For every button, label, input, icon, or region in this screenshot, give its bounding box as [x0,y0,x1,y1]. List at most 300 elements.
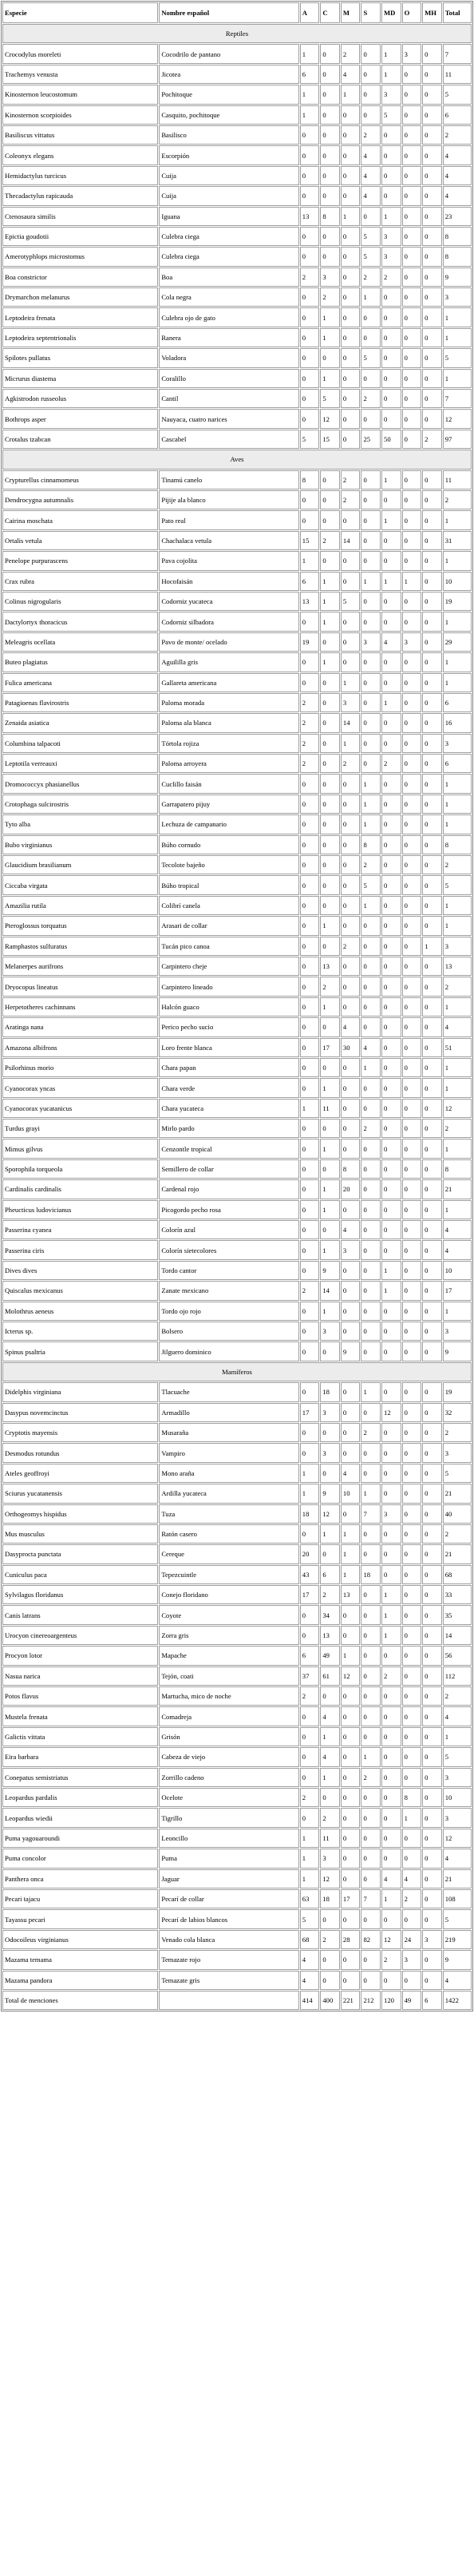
o-cell: 0 [402,328,422,347]
o-cell: 0 [402,1403,422,1422]
mh-cell: 0 [422,734,442,753]
species-cell: Agkistrodon russeolus [2,389,158,408]
m-cell: 0 [341,612,361,631]
species-cell: Puma yagouaroundi [2,1829,158,1848]
c-cell: 1 [320,1524,340,1544]
s-cell: 1 [361,572,381,591]
mh-cell: 0 [422,1788,442,1807]
common-name-cell: Puma [159,1849,298,1868]
common-name-cell: Iguana [159,207,298,226]
m-cell: 0 [341,1686,361,1706]
s-cell: 0 [361,592,381,611]
mh-cell: 0 [422,307,442,327]
c-cell: 0 [320,795,340,814]
mh-cell: 0 [422,1058,442,1077]
common-name-cell: Pijije ala blanco [159,490,298,509]
table-row [2,875,472,894]
species-cell: Crocodylus moreleti [2,44,158,63]
mh-cell: 0 [422,1038,442,1057]
md-cell: 3 [381,227,401,246]
table-row [2,1605,472,1624]
mh-cell: 0 [422,1220,442,1239]
total-cell: 8 [443,247,472,266]
total-cell: 2 [443,1524,472,1544]
o-cell: 3 [402,632,422,652]
s-cell: 4 [361,186,381,205]
c-cell: 0 [320,1909,340,1928]
table-row [2,1504,472,1524]
o-cell: 0 [402,1139,422,1158]
c-cell: 1 [320,1139,340,1158]
species-cell: Kinosternon scorpioides [2,105,158,125]
total-cell: 35 [443,1605,472,1624]
table-row [2,1119,472,1138]
c-cell: 18 [320,1382,340,1401]
species-cell: Tyto alba [2,814,158,834]
m-cell: 1 [341,734,361,753]
species-cell: Ortalis vetula [2,531,158,550]
md-cell: 0 [381,592,401,611]
s-cell: 0 [361,1971,381,1990]
s-cell: 0 [361,1788,381,1807]
o-cell: 0 [402,531,422,550]
c-cell: 0 [320,1788,340,1807]
m-cell: 0 [341,814,361,834]
species-cell: Dives dives [2,1261,158,1280]
a-cell: 0 [300,855,320,874]
common-name-cell: Cantil [159,389,298,408]
species-cell: Conepatus semistriatus [2,1768,158,1787]
s-cell: 0 [361,85,381,104]
md-cell: 0 [381,1686,401,1706]
species-cell: Bothrops asper [2,409,158,428]
s-cell: 0 [361,510,381,529]
md-cell: 0 [381,957,401,976]
m-cell: 0 [341,774,361,793]
species-cell: Glaucidium brasilianum [2,855,158,874]
mh-cell: 0 [422,1889,442,1908]
o-cell: 0 [402,1686,422,1706]
s-cell: 0 [361,44,381,63]
a-cell: 2 [300,1281,320,1300]
s-cell: 0 [361,1017,381,1036]
c-cell: 0 [320,105,340,125]
c-cell: 0 [320,1423,340,1442]
species-cell: Cairina moschata [2,510,158,529]
c-cell: 49 [320,1646,340,1665]
species-cell: Patagioenas flavirostris [2,693,158,712]
s-cell: 0 [361,470,381,489]
o-cell: 0 [402,1484,422,1503]
total-cell: 2 [443,855,472,874]
md-cell: 0 [381,835,401,854]
a-cell: 1 [300,1464,320,1483]
total-cell: 5 [443,1747,472,1766]
a-cell: 0 [300,1017,320,1036]
a-cell: 0 [300,1808,320,1827]
o-cell: 0 [402,1666,422,1686]
c-cell: 2 [320,287,340,307]
total-cell: 1 [443,652,472,672]
o-cell: 0 [402,389,422,408]
md-cell: 2 [381,1950,401,1969]
s-cell: 0 [361,1950,381,1969]
total-cell: 7 [443,389,472,408]
md-cell: 0 [381,1342,401,1361]
s-cell: 4 [361,1038,381,1057]
md-cell: 0 [381,1443,401,1462]
common-name-cell: Colorín azul [159,1220,298,1239]
table-row [2,1808,472,1827]
table-row [2,207,472,226]
s-cell: 0 [361,1281,381,1300]
md-cell: 0 [381,1058,401,1077]
md-cell: 0 [381,125,401,145]
a-cell: 0 [300,1747,320,1766]
m-cell: 14 [341,713,361,732]
md-cell: 0 [381,997,401,1017]
a-cell: 0 [300,1078,320,1097]
c-cell: 6 [320,1565,340,1584]
table-body [2,24,472,2010]
total-cell: 4 [443,1240,472,1259]
c-cell: 1 [320,1200,340,1219]
table-row [2,1727,472,1746]
total-cell: 1 [443,896,472,915]
md-cell: 0 [381,1139,401,1158]
common-name-cell: Armadillo [159,1403,298,1422]
m-cell: 4 [341,1220,361,1239]
species-cell: Amazona albifrons [2,1038,158,1057]
mh-cell: 0 [422,348,442,367]
m-cell: 0 [341,389,361,408]
total-cell: 1422 [443,1991,472,2010]
md-cell: 0 [381,1302,401,1321]
mh-cell: 0 [422,1281,442,1300]
total-cell: 1 [443,916,472,935]
total-cell: 5 [443,875,472,894]
species-cell: Pecari tajacu [2,1889,158,1908]
s-cell: 7 [361,1504,381,1524]
table-row [2,572,472,591]
section-header-row [2,450,472,469]
common-name-cell: Búho tropical [159,875,298,894]
total-cell: 3 [443,1443,472,1462]
a-cell: 0 [300,287,320,307]
common-name-cell: Paloma morada [159,693,298,712]
mh-cell: 0 [422,389,442,408]
table-row [2,916,472,935]
mh-cell: 0 [422,268,442,287]
common-name-cell: Colibrí canela [159,896,298,915]
md-cell: 0 [381,774,401,793]
table-row [2,1403,472,1422]
c-cell: 0 [320,1544,340,1563]
s-cell: 5 [361,247,381,266]
table-row [2,896,472,915]
o-cell: 0 [402,1565,422,1584]
common-name-cell: Arasari de collar [159,916,298,935]
common-name-cell: Pochitoque [159,85,298,104]
total-cell: 2 [443,1119,472,1138]
c-cell: 1 [320,612,340,631]
common-name-cell: Nauyaca, cuatro narices [159,409,298,428]
common-name-cell: Zorrillo cadeno [159,1768,298,1787]
o-cell: 0 [402,287,422,307]
a-cell: 0 [300,186,320,205]
s-cell: 0 [361,531,381,550]
s-cell: 2 [361,855,381,874]
o-cell: 0 [402,105,422,125]
species-cell: Ateles geoffroyi [2,1464,158,1483]
m-cell: 0 [341,1443,361,1462]
table-row [2,1240,472,1259]
s-cell: 0 [361,369,381,388]
a-cell: 0 [300,369,320,388]
total-cell: 3 [443,734,472,753]
mh-cell: 0 [422,125,442,145]
o-cell: 0 [402,937,422,956]
md-cell: 1 [381,1261,401,1280]
mh-cell: 2 [422,430,442,449]
md-cell: 0 [381,713,401,732]
total-cell: 7 [443,44,472,63]
species-cell: Hemidactylus turcicus [2,166,158,185]
common-name-cell: Martucha, mico de noche [159,1686,298,1706]
table-row [2,1261,472,1280]
o-cell: 0 [402,592,422,611]
table-row [2,1849,472,1868]
total-cell: 2 [443,490,472,509]
common-name-cell: Codorniz yucateca [159,592,298,611]
species-cell: Desmodus rotundus [2,1443,158,1462]
md-cell: 0 [381,1179,401,1199]
s-cell: 212 [361,1991,381,2010]
a-cell: 0 [300,1220,320,1239]
s-cell: 1 [361,814,381,834]
md-cell: 0 [381,1727,401,1746]
s-cell: 5 [361,348,381,367]
m-cell: 14 [341,531,361,550]
species-cell: Crotophaga sulcirostris [2,795,158,814]
o-cell: 0 [402,1524,422,1544]
total-cell: 1 [443,673,472,692]
species-cell: Procyon lotor [2,1646,158,1665]
o-cell: 0 [402,875,422,894]
a-cell: 0 [300,835,320,854]
md-cell: 0 [381,551,401,570]
o-cell: 0 [402,166,422,185]
c-cell: 0 [320,754,340,773]
md-cell: 0 [381,855,401,874]
s-cell: 2 [361,125,381,145]
o-cell: 0 [402,1119,422,1138]
o-cell: 0 [402,1038,422,1057]
m-cell: 0 [341,1504,361,1524]
mh-cell: 0 [422,1403,442,1422]
c-cell: 1 [320,997,340,1017]
table-row [2,795,472,814]
s-cell: 0 [361,490,381,509]
s-cell: 0 [361,1179,381,1199]
species-cell: Mimus gilvus [2,1139,158,1158]
c-cell: 0 [320,896,340,915]
common-name-cell: Comadreja [159,1706,298,1726]
common-name-cell: Carpintero cheje [159,957,298,976]
o-cell: 0 [402,713,422,732]
mh-cell: 0 [422,166,442,185]
md-cell: 0 [381,1909,401,1928]
m-cell: 0 [341,430,361,449]
md-cell: 0 [381,1119,401,1138]
o-cell: 0 [402,551,422,570]
mh-cell: 0 [422,1200,442,1219]
total-cell: 21 [443,1484,472,1503]
o-cell: 0 [402,1302,422,1321]
m-cell: 0 [341,1099,361,1118]
md-cell: 120 [381,1991,401,2010]
a-cell: 0 [300,1302,320,1321]
c-cell: 12 [320,1504,340,1524]
c-cell: 0 [320,632,340,652]
common-name-cell: Escorpión [159,145,298,164]
m-cell: 0 [341,1727,361,1746]
md-cell: 2 [381,268,401,287]
table-row [2,855,472,874]
o-cell: 0 [402,957,422,976]
table-row [2,551,472,570]
s-cell: 0 [361,1909,381,1928]
species-cell: Psilorhinus morio [2,1058,158,1077]
common-name-cell: Voladora [159,348,298,367]
species-cell: Quiscalus mexicanus [2,1281,158,1300]
table-row [2,1747,472,1766]
c-cell: 8 [320,207,340,226]
table-row [2,166,472,185]
mh-cell: 1 [422,937,442,956]
species-cell: Didelphis virginiana [2,1382,158,1401]
species-cell: Puma concolor [2,1849,158,1868]
m-cell: 0 [341,227,361,246]
common-name-cell: Tecolote bajeño [159,855,298,874]
table-row [2,307,472,327]
c-cell: 2 [320,977,340,996]
table-row [2,612,472,631]
c-cell: 11 [320,1829,340,1848]
table-row [2,997,472,1017]
m-cell: 0 [341,997,361,1017]
a-cell: 0 [300,389,320,408]
common-name-cell: Cardenal rojo [159,1179,298,1199]
o-cell: 0 [402,145,422,164]
species-cell: Aratinga nana [2,1017,158,1036]
md-cell: 0 [381,916,401,935]
mh-cell: 0 [422,1706,442,1726]
species-cell: Dromococcyx phasianellus [2,774,158,793]
md-cell: 0 [381,389,401,408]
o-cell: 0 [402,1464,422,1483]
common-name-cell: Culebra ciega [159,227,298,246]
s-cell: 0 [361,1829,381,1848]
header-especie: Especie [2,2,158,23]
c-cell: 0 [320,551,340,570]
table-row [2,1626,472,1645]
c-cell: 0 [320,145,340,164]
s-cell: 0 [361,1869,381,1888]
total-cell: 97 [443,430,472,449]
c-cell: 0 [320,44,340,63]
c-cell: 0 [320,713,340,732]
c-cell: 3 [320,1443,340,1462]
s-cell: 0 [361,693,381,712]
s-cell: 0 [361,734,381,753]
s-cell: 0 [361,307,381,327]
total-cell: 11 [443,65,472,84]
o-cell: 0 [402,1423,422,1442]
mh-cell: 0 [422,1768,442,1787]
md-cell: 12 [381,1930,401,1949]
total-cell: 8 [443,1159,472,1179]
a-cell: 0 [300,612,320,631]
table-row [2,490,472,509]
m-cell: 0 [341,166,361,185]
m-cell: 0 [341,510,361,529]
table-row [2,1200,472,1219]
mh-cell: 0 [422,207,442,226]
o-cell: 0 [402,1382,422,1401]
s-cell: 0 [361,1706,381,1726]
m-cell: 0 [341,1139,361,1158]
table-row [2,1017,472,1036]
o-cell: 0 [402,1322,422,1341]
table-row [2,328,472,347]
table-row [2,754,472,773]
md-cell: 0 [381,1200,401,1219]
o-cell: 0 [402,1626,422,1645]
mh-cell: 0 [422,247,442,266]
m-cell: 5 [341,592,361,611]
md-cell: 0 [381,1078,401,1097]
a-cell: 0 [300,1119,320,1138]
m-cell: 1 [341,1646,361,1665]
m-cell: 0 [341,1808,361,1827]
common-name-cell: Boa [159,268,298,287]
a-cell: 1 [300,551,320,570]
total-cell: 4 [443,1220,472,1239]
species-cell: Leopardus wiedii [2,1808,158,1827]
mh-cell: 0 [422,1179,442,1199]
mh-cell: 0 [422,754,442,773]
o-cell: 0 [402,409,422,428]
common-name-cell: Halcón guaco [159,997,298,1017]
c-cell: 0 [320,125,340,145]
species-cell: Orthogeomys hispidus [2,1504,158,1524]
m-cell: 0 [341,1423,361,1442]
mh-cell: 0 [422,1504,442,1524]
common-name-cell: Tejón, coati [159,1666,298,1686]
table-row [2,1666,472,1686]
a-cell: 0 [300,307,320,327]
md-cell: 50 [381,430,401,449]
header-mh: MH [422,2,442,23]
m-cell: 0 [341,1849,361,1868]
md-cell: 0 [381,1099,401,1118]
c-cell: 1 [320,328,340,347]
md-cell: 4 [381,632,401,652]
a-cell: 0 [300,490,320,509]
table-row [2,430,472,449]
md-cell: 0 [381,652,401,672]
